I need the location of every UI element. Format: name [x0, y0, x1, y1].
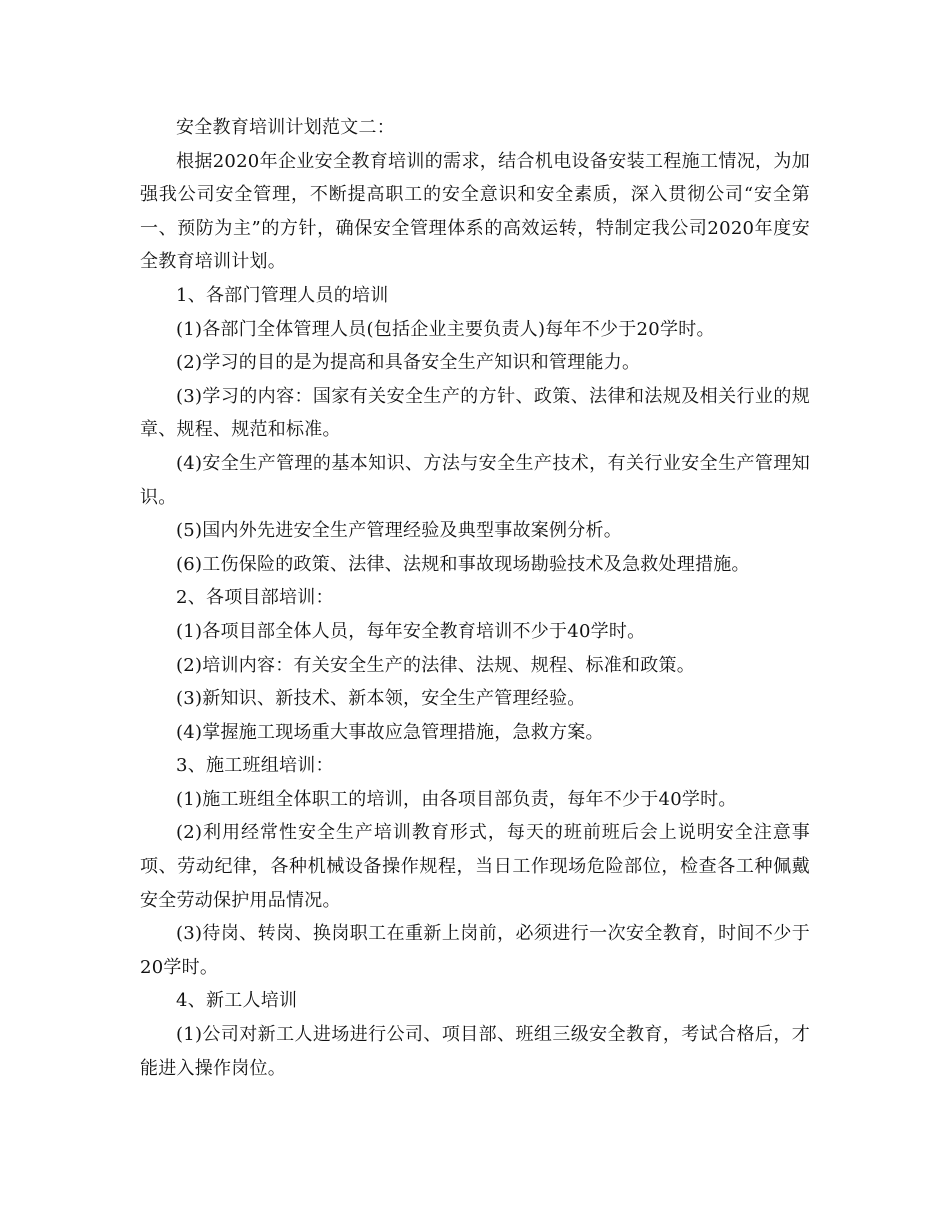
section-3-item-1: (1)施工班组全体职工的培训，由各项目部负责，每年不少于40学时。	[176, 788, 737, 810]
section-3-item-3: (3)待岗、转岗、换岗职工在重新上岗前，必须进行一次安全教育，时间不少于20学时。	[140, 923, 810, 978]
section-1-item-5: (5)国内外先进安全生产管理经验及典型事故案例分析。	[176, 520, 622, 542]
section-2-item-1: (1)各项目部全体人员，每年安全教育培训不少于40学时。	[176, 620, 646, 642]
document-body	[140, 111, 810, 1085]
intro-paragraph: 根据2020年企业安全教育培训的需求，结合机电设备安装工程施工情况，为加强我公司安全管理，不断提高职工的安全意识和安全素质，深入贯彻公司“安全第一、预防为主”的方针，确保安全管理体系的高效运转，特制定我公司2020年度安全教育培训计划。	[140, 150, 810, 273]
section-heading-1: 1、各部门管理人员的培训	[176, 284, 389, 306]
section-2-item-2: (2)培训内容：有关安全生产的法律、法规、规程、标准和政策。	[176, 654, 695, 676]
section-1-item-2: (2)学习的目的是为提高和具备安全生产知识和管理能力。	[176, 352, 641, 374]
section-heading-4: 4、新工人培训	[176, 990, 298, 1012]
section-2-item-4: (4)掌握施工现场重大事故应急管理措施，急救方案。	[176, 721, 604, 743]
section-1-item-6: (6)工伤保险的政策、法律、法规和事故现场勘验技术及急救处理措施。	[176, 553, 750, 575]
section-heading-2: 2、各项目部培训：	[176, 587, 334, 609]
section-2-item-3: (3)新知识、新技术、新本领，安全生产管理经验。	[176, 688, 586, 710]
section-heading-3: 3、施工班组培训：	[176, 755, 334, 777]
section-1-item-4: (4)安全生产管理的基本知识、方法与安全生产技术，有关行业安全生产管理知识。	[140, 452, 810, 508]
section-4-item-1: (1)公司对新工人进场进行公司、项目部、班组三级安全教育，考试合格后，才能进入操作岗位。	[140, 1024, 810, 1079]
section-1-item-3: (3)学习的内容：国家有关安全生产的方针、政策、法律和法规及相关行业的规章、规程、规范和标准。	[140, 385, 810, 441]
section-3-item-2: (2)利用经常性安全生产培训教育形式，每天的班前班后会上说明安全注意事项、劳动纪律，各种机械设备操作规程，当日工作现场危险部位，检查各工种佩戴安全劳动保护用品情况。	[140, 822, 810, 911]
section-1-item-1: (1)各部门全体管理人员(包括企业主要负责人)每年不少于20学时。	[176, 318, 715, 340]
section-title-paragraph: 安全教育培训计划范文二：	[176, 117, 395, 138]
